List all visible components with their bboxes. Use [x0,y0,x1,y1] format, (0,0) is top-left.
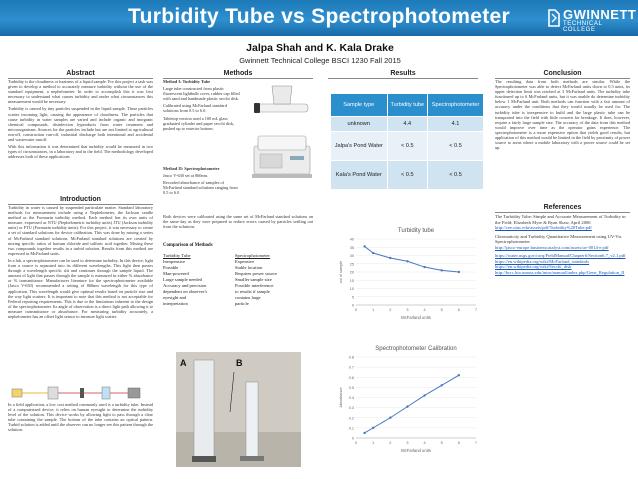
y-tick-label: 25 [349,262,354,267]
y-tick-label: 0.2 [348,416,354,421]
equipment-photo [176,352,301,467]
table-row [331,161,484,190]
x-tick-label: 6 [457,441,460,445]
x-tick-label: 4 [423,308,426,312]
series-line [365,375,459,433]
results-cell: Kala's Pond Water [331,161,388,190]
x-tick-label: 1 [372,308,375,312]
comparison-cell: Man-powered [163,271,189,276]
results-cell: < 0.5 [428,132,484,161]
reference-link[interactable]: http://cee.uiuc.edu/assets/pdf/Turbidity%20Tube.pdf [495,225,592,230]
reference-link[interactable]: https://en.wikipedia.org/wiki/McFarland_standards [495,258,590,264]
y-tick-label: 0.7 [348,365,354,370]
comparison-cell: interpretation [163,301,188,306]
results-cell: < 0.5 [387,132,428,161]
reference-text: Chromaticity and Turbidity Quantitative Measurement using UV-Vis Spectrophotometer [495,233,622,244]
reference-link[interactable]: http://bcrc.bio.umass.edu/intro/manual/index.php/Gene_Regulation_II [495,269,625,275]
x-tick-label: 0 [354,308,358,312]
data-point [423,394,425,396]
references-heading: References [495,204,630,213]
data-point [406,260,408,262]
data-point [372,252,374,254]
comparison-cell: Large sample needed [163,277,202,282]
y-tick-label: 0.6 [348,375,354,380]
calibration-note: Both devices were calibrated using the same set of McFarland standard solutions on the same day as they were prepared to reduce errors caused by particles settling out from the solutions. [163,214,313,230]
spectrophotometer-chart [336,341,482,456]
photo-label-a: A [180,358,187,368]
methods-heading: Methods [163,70,313,79]
comparison-cell: contains large [235,295,261,300]
data-point [363,432,365,434]
method1-title: Method I: Turbidity Tube [163,79,211,84]
comparison-cell: Expensive [235,259,255,264]
conclusion-body: The resulting data from both methods are similar. While the Spectrophotometer was able to detect McFarland units down to 0.5 units, its upper detection limit was reached at 3 McFarland units. The turbidity tube functioned up to 6 McFarland units, but it was unable do determine turbidity below 1 McFarland unit. Both methods can function with a fair amount of accuracy under the conditions that they would usually be used for. The turbidity tube is inexpensive to build and the large plastic tube can be transported into the field with little concern for breakage. It does, however, require a fairly large sample size. The accuracy of the data from this method would improve over time as the operator gains experience. The spectrophotometer is a more expensive option that yields good results, but application of this method would be limited in the field by proximity of power source to areas where a mobile laboratory with a power source could be set up. [495,79,630,151]
x-tick-label: 6 [457,308,460,312]
reference-link[interactable]: https://en.wikipedia.org/wiki/Secchi_disk [495,264,572,269]
comparison-cell: Possible interference [235,283,274,288]
method2-text: Jasco V-630 set at 860nm. [163,173,208,179]
chart-title: Turbidity tube [397,228,435,234]
results-cell: < 0.5 [387,161,428,190]
intro-paragraph: Turbidity in water is caused by suspended particulate matter. Standard laboratory methods for measurement include using a Nephelometer, the Jackson candle method or the Formazin turbidity method. Each method has its own units of measure, expressed as NTU (Nephelometric turbidity units) JTU (Jackson turbidity units) or FTU (Formazin turbidity units). For this project, it was necessary to create a set of standard solutions for device calibration. This was done by mixing a series of McFarland standard solutions. McFarland standard solutions are created by mixing specific ratios of barium chloride and sulfuric acid together. Mixing these two compounds together results in a turbid solution. Results from this method are expressed in McFarland units. [8,205,153,256]
y-tick-label: 0.8 [348,355,354,360]
y-axis-label: Absorbance [339,387,343,408]
method1-text: Large tube constructed from plastic fluorescent lightbulb cover, rubber cap filled with sand and handmade plastic secchi disk. [163,86,240,102]
comparison-cell: particle [235,301,249,306]
affiliation: Gwinnett Technical College BSCI 1230 Fall 2015 [239,56,401,65]
logo-name: GWINNETT [563,7,637,22]
x-tick-label: 3 [406,441,409,445]
data-point [441,269,443,271]
turbidity-tube-image [252,82,312,120]
x-tick-label: 1 [372,441,375,445]
comparison-cell: Smaller sample size [235,277,272,282]
comparison-table [163,253,313,307]
x-tick-label: 5 [440,441,443,445]
comparison-cell: Requires power source [235,271,278,276]
x-tick-label: 7 [474,441,478,445]
method2-record: Recorded absorbance of samples of McFarland standard solutions ranging from 0.5 to 6.0 [163,180,238,196]
y-tick-label: 15 [349,278,354,283]
data-point [458,374,460,376]
table-row [331,132,484,161]
chart-title: Spectrophotometer Calibration [375,346,457,352]
abstract-paragraph: With this information it was determined that turbidity would be measured in two types of circumstances, in a laboratory and in the field. The methodology developed addresses both of these applications. [8,144,153,160]
table-row [331,117,484,132]
y-tick-label: 35 [349,245,354,250]
methods-body-2 [163,166,243,197]
results-cell: unknown [331,117,388,132]
reference-item [495,214,630,231]
data-point [406,405,408,407]
authors: Jalpa Shah and K. Kala Drake [246,42,394,54]
x-axis-label: McFarland units [401,448,431,453]
data-point [458,271,460,273]
y-tick-label: 0.5 [348,385,354,390]
results-cell: < 0.5 [428,161,484,190]
results-header-row [331,94,484,117]
poster-header [0,0,638,36]
x-tick-label: 0 [354,441,358,445]
method1-procedure: Tabletop version used a 100 mL glass graduated cylinder and paper secchi disk, pushed up to exterior bottom. [163,115,235,131]
reference-link[interactable]: http://jasco-europe.businesscatalyst.com/assets/uv-0014-e.pdf [495,244,609,250]
poster-title: Turbidity Tube vs Spectrophotometer [128,5,510,28]
field-application-text: In a field application, a low cost method commonly used is a turbidity tube. Instead of a computerized device, it relies on human eyesight to determine the turbidity level of the solution. This device works by allowing light to pass through a clear tube containing the sample. The bottom of the tube contains an optical pattern. Turbid solution is added until the observer can no longer see this pattern through the solution. [8,402,153,433]
comparison-cell: dependent on observer's [163,289,208,294]
y-tick-label: 0 [351,436,354,441]
comparison-cell: Turbidity Tube [163,253,191,258]
method1-calibration: Calibrated using McFarland standard solutions from 0.5 to 6.0. [163,103,227,114]
y-tick-label: 30 [349,254,354,258]
results-cell: Jalpa's Pond Water [331,132,388,161]
reference-link[interactable]: https://water.usgs.gov/owq/FieldManual/Chapter6/Section6.7_v2.1.pdf [495,253,626,258]
abstract-heading: Abstract [8,70,153,79]
x-tick-label: 2 [389,441,392,445]
college-logo [548,6,637,33]
comparison-cell: Portable [163,265,179,270]
comparison-cell: eyesight and [163,295,187,300]
y-tick-label: 20 [349,270,354,275]
data-point [389,417,391,419]
reference-item [495,270,630,276]
abstract-paragraph: Turbidity is the cloudiness or haziness of a liquid sample. For this project a task was given to develop a method to accurately measure turbidity without the use of the standard equipment, a nephelometer. In order to accomplish this it was first necessary to understand what causes turbidity and under what circumstances this measurement would be necessary. [8,79,153,105]
reference-text: The Turbidity Tube: Simple and Accurate Measurement of Turbidity in the Field; Elizabeth Myre & Ryan Shaw, April 2006 [495,214,626,225]
data-point [423,266,425,268]
x-tick-label: 4 [423,441,426,445]
results-col-header: Turbidity tube [387,94,428,117]
comparison-cell: Stable location [235,265,263,270]
results-col-header: Spectrophotometer [428,94,484,117]
data-point [441,384,443,386]
conclusion-heading: Conclusion [495,70,630,79]
spectrophotometer-image [250,128,314,184]
comparison-cell: Accuracy and precision [163,283,207,288]
comparison-cell: Spectrophotometer [235,253,270,258]
y-tick-label: 0.1 [348,426,354,431]
y-tick-label: 5 [351,295,354,300]
abstract-paragraph: Turbidity is caused by tiny particles suspended in the liquid sample. These particles scatter incoming light, causing the appearance of cloudiness. The particles that cause turbidity in water samples are varied and include organic and inorganic chemical compounds, disinfection byproducts from water treatment and microorganisms. Sources for the particles include but are not limited to agricultural run-off, construction run-off, industrial discharge both intentional and accidental and wastewater runoff. [8,106,153,143]
data-point [389,257,391,259]
results-table [330,93,484,190]
references-list [495,214,630,278]
photo-label-b: B [236,358,243,368]
reference-item [495,234,630,251]
y-tick-label: 0 [351,303,354,308]
y-tick-label: 0.3 [348,406,354,411]
x-tick-label: 7 [474,308,478,312]
logo-subtitle: TECHNICAL COLLEGE [563,21,603,33]
comparison-row [163,301,313,307]
abstract-body [8,79,153,161]
x-axis-label: McFarland units [401,315,431,320]
method2-title: Method II: Spectrophotometer [163,166,220,171]
y-tick-label: 0.4 [348,396,354,400]
results-heading: Results [328,70,478,79]
comparison-cell: Inexpensive [163,259,186,264]
intro-paragraph: In a lab, a spectrophotometer can be used to determine turbidity. In this device, light from a source is separated into its different wavelengths. This light then passes through a wavelength specific slit and continues through the sample liquid. The amount of light that passes through the sample is measured in either % absorbance or % transmittance. Manufacturer literature for the spectrophotometer available (Jasco V-630) recommended a setting of 860nm wavelength for this type of application. This wavelength would give optimal results based on particle size and the way light scatters. It is important to note that this method is not acceptable for Federal reporting requirements. This is due to the limitations inherent to the design of the spectrophotometer. Its angle of observation is a direct light path allowing it to measure transmittance or absorbance. For measuring turbidity accurately, a nephelometer has an offset light sensor to measure light scatter. [8,257,153,319]
introduction-heading: Introduction [8,196,153,205]
results-cell: 4.1 [428,117,484,132]
data-point [363,245,365,247]
turbidity-tube-chart [336,223,482,323]
introduction-body [8,205,153,321]
y-tick-label: 10 [349,287,354,291]
series-line [365,246,459,272]
results-col-header: Sample type [331,94,388,117]
x-tick-label: 2 [389,308,392,312]
comparison-heading: Comparison of Methods [163,243,213,248]
x-tick-label: 5 [440,308,443,312]
results-cell: 4.4 [387,117,428,132]
data-point [372,427,374,429]
methods-body [163,79,243,133]
logo-mark-icon [548,8,560,28]
comparison-cell: to results if sample [235,289,270,294]
y-axis-label: cm of sample [339,260,343,284]
y-tick-label: 40 [349,237,354,242]
x-tick-label: 3 [406,308,409,312]
spectrophotometer-diagram [10,381,150,403]
